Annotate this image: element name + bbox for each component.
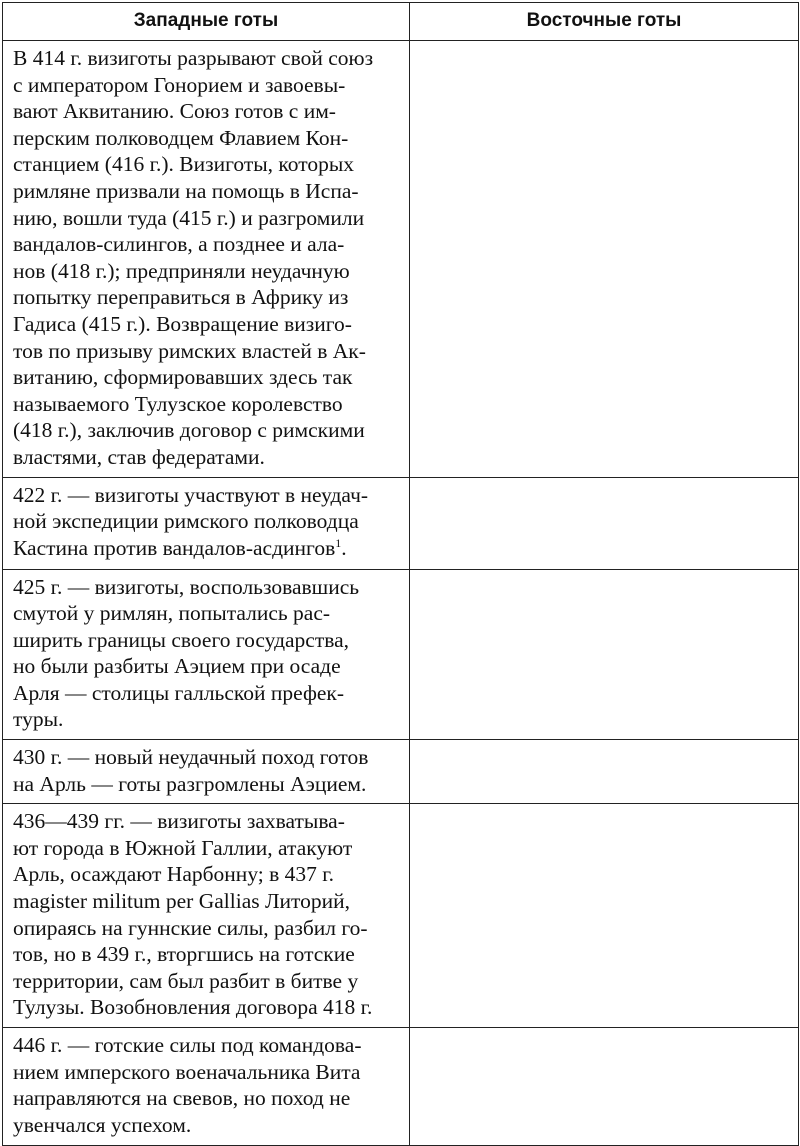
cell-west bbox=[3, 740, 410, 804]
table-row bbox=[3, 1028, 799, 1146]
cell-west-text: 422 г. — визиготы участвуют в неудач- ной экспедиции римского полководца Кастина против вандалов-асдингов bbox=[13, 482, 369, 560]
cell-west-text-end: . bbox=[341, 535, 347, 560]
table-row bbox=[3, 740, 799, 804]
cell-west-text: 436—439 гг. — визиготы захватыва- ют города в Южной Галлии, атакуют Арль, осаждают Нарбонну; в 437 г. magister militum per Gallias Литорий, опираясь на гуннские силы, разбил го- тов, но в 439 г., вторгшись на готские территории, сам был разбит в битве у Тулузы. Возобновления договора 418 г. bbox=[13, 809, 373, 1020]
table-row bbox=[3, 804, 799, 1028]
table-row bbox=[3, 41, 799, 478]
header-eastern-goths: Восточные готы bbox=[410, 3, 799, 41]
cell-west-text: В 414 г. визиготы разрывают свой союз с императором Гонорием и завоевы- вают Аквитанию. Союз готов с им- перским полководцем Флавием Кон- станцием (416 г.). Визиготы, которых римляне призвали на помощь в Испа- нию, вошли туда (415 г.) и разгромили вандалов-силингов, а позднее и ала- нов (418 г.); предприняли неудачную попытку переправиться в Африку из Гадиса (415 г.). Возвращение визиго- тов по призыву римских властей в Ак- витанию, сформировавших здесь так называемого Тулузское королевство (418 г.), заключив договор с римскими властями, став федератами. bbox=[13, 46, 374, 469]
cell-west bbox=[3, 477, 410, 569]
cell-east bbox=[410, 477, 799, 569]
cell-west bbox=[3, 804, 410, 1028]
cell-west-text: 425 г. — визиготы, воспользовавшись смутой у римлян, попытались рас- ширить границы своего государства, но были разбиты Аэцием при осаде Арля — столицы галльской префек- туры. bbox=[13, 574, 360, 732]
cell-east bbox=[410, 41, 799, 478]
cell-east bbox=[410, 740, 799, 804]
cell-east bbox=[410, 569, 799, 740]
header-western-goths: Западные готы bbox=[3, 3, 410, 41]
cell-west bbox=[3, 41, 410, 478]
cell-east bbox=[410, 804, 799, 1028]
table-header-row bbox=[3, 3, 799, 41]
table-row bbox=[3, 569, 799, 740]
footnote-marker: 1 bbox=[335, 535, 342, 550]
table-row bbox=[3, 477, 799, 569]
cell-west bbox=[3, 569, 410, 740]
cell-west-text: 446 г. — готские силы под командова- нием имперского военачальника Вита направляются на свевов, но поход не увенчался успехом. bbox=[13, 1033, 362, 1137]
cell-east bbox=[410, 1028, 799, 1146]
goths-comparison-table bbox=[2, 2, 799, 1146]
cell-west-text: 430 г. — новый неудачный поход готов на Арль — готы разгромлены Аэцием. bbox=[13, 745, 369, 796]
cell-west bbox=[3, 1028, 410, 1146]
